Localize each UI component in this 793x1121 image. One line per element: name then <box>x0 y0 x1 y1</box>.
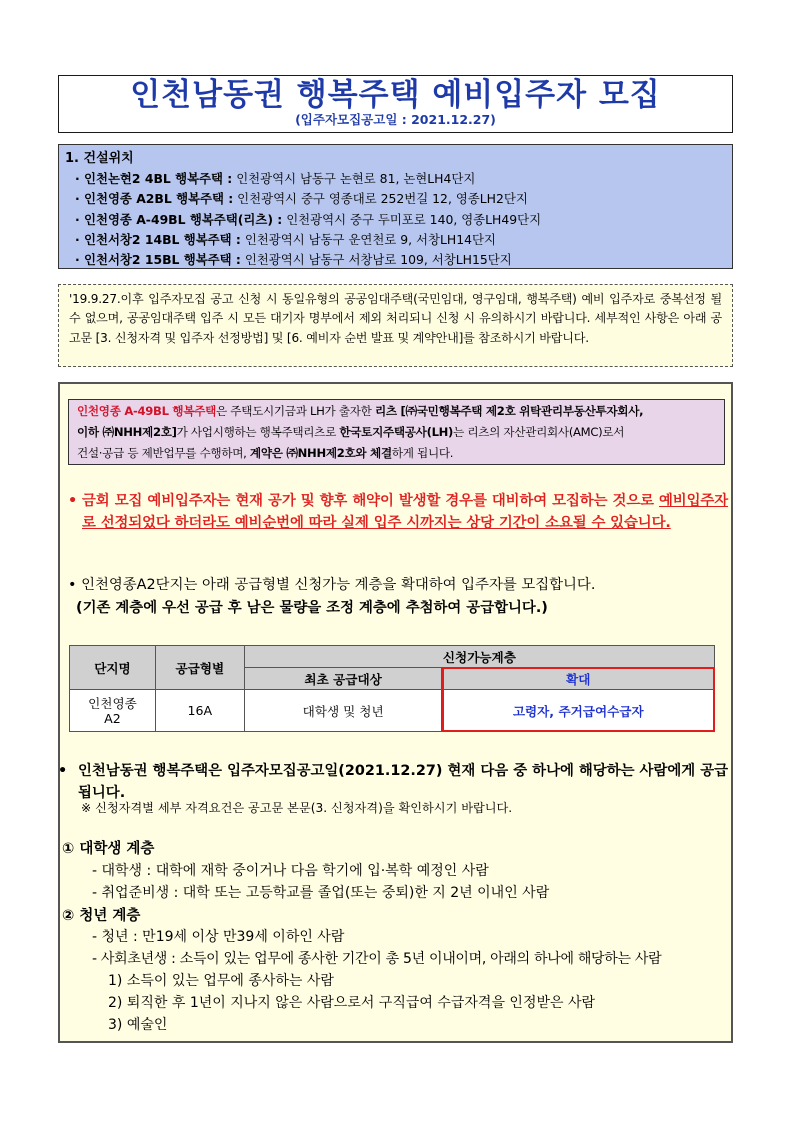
waiting-notice-text: 금회 모집 예비입주자는 현재 공가 및 향후 해약이 발생할 경우를 대비하여 모집하는 것으로 <box>82 493 659 509</box>
reits-line-2 <box>77 422 716 443</box>
location-name: · 인천서창2 15BL 행복주택 : <box>75 252 241 268</box>
header-type: 공급형별 <box>155 646 244 690</box>
eligibility-note: ※ 신청자격별 세부 자격요건은 공고문 본문(3. 신청자격)을 확인하시기 바랍니다. <box>81 801 513 815</box>
reits-text: 는 리츠의 자산관리회사(AMC)로서 <box>453 425 625 439</box>
reits-text: 은 주택도시기금과 LH가 출자한 <box>216 404 375 418</box>
expand-subnote: (기존 계층에 우선 공급 후 남은 물량을 조정 계층에 추첨하여 공급합니다.) <box>76 600 548 616</box>
reits-info-box <box>68 399 725 465</box>
location-heading: 1. 건설위치 <box>65 151 134 166</box>
reits-text: 가 사업시행하는 행복주택리츠로 <box>176 425 340 439</box>
header-eligible: 신청가능계층 <box>244 646 714 668</box>
header-complex: 단지명 <box>70 646 156 690</box>
header-initial: 최초 공급대상 <box>244 668 442 690</box>
student-item: - 대학생 : 대학에 재학 중이거나 다음 학기에 입·복학 예정인 사람 <box>92 863 489 879</box>
reits-company: 리츠 [㈜국민행복주택 제2호 위탁관리부동산투자회사, <box>374 404 644 418</box>
location-address: 인천광역시 남동구 논현로 81, 논현LH4단지 <box>232 171 476 187</box>
reits-lh: 한국토지주택공사(LH) <box>339 425 454 439</box>
cell-initial: 대학생 및 청년 <box>244 690 442 732</box>
location-box <box>58 144 733 269</box>
cell-complex: 인천영종 A2 <box>70 690 156 732</box>
location-address: 인천광역시 중구 영종대로 252번길 12, 영종LH2단지 <box>233 191 528 207</box>
location-item <box>65 189 724 209</box>
location-item <box>65 210 724 230</box>
youth-item: - 청년 : 만19세 이상 만39세 이하인 사람 <box>92 929 345 945</box>
waiting-notice <box>68 490 728 534</box>
location-address: 인천광역시 중구 두미포로 140, 영종LH49단지 <box>282 211 542 227</box>
cell-type: 16A <box>155 690 244 732</box>
youth-subitem: 2) 퇴직한 후 1년이 지나지 않은 사람으로서 구직급여 수급자격을 인정받은 사람 <box>108 995 596 1011</box>
title-box <box>58 75 733 133</box>
reits-line-1 <box>77 401 716 422</box>
location-item <box>65 169 724 189</box>
location-address: 인천광역시 남동구 서창남로 109, 서창LH15단지 <box>240 252 512 268</box>
expanded-highlight <box>442 667 715 732</box>
page-subtitle: (입주자모집공고일 : 2021.12.27) <box>295 112 496 127</box>
youth-item: - 사회초년생 : 소득이 있는 업무에 종사한 기간이 총 5년 이내이며, 아래의 하나에 해당하는 사람 <box>92 951 662 967</box>
student-heading: ① 대학생 계층 <box>62 841 155 857</box>
student-item: - 취업준비생 : 대학 또는 고등학교를 졸업(또는 중퇴)한 지 2년 이내인 사람 <box>92 885 550 901</box>
reits-abbrev: 이하 ㈜NHH제2호] <box>77 425 177 439</box>
location-name: · 인천서창2 14BL 행복주택 : <box>75 231 241 247</box>
youth-heading: ② 청년 계층 <box>62 908 141 924</box>
reits-text: 하게 됩니다. <box>391 446 454 460</box>
youth-subitem: 3) 예술인 <box>108 1017 168 1033</box>
location-name: · 인천영종 A-49BL 행복주택(리츠) : <box>75 211 283 227</box>
location-item <box>65 250 724 270</box>
bullet: • <box>68 493 78 509</box>
location-address: 인천광역시 남동구 운연천로 9, 서창LH14단지 <box>240 231 496 247</box>
waiting-notice-underlined: 예비입주자로 선정되었다 하더라도 예비순번에 따라 실제 입주 시까지는 상당 기간이 소요될 수 있습니다. <box>82 493 728 531</box>
page-title: 인천남동권 행복주택 예비입주자 모집 <box>130 77 661 113</box>
header-expanded: 확대 <box>442 668 715 690</box>
reits-text: 건설·공급 등 제반업무를 수행하며, <box>77 446 250 460</box>
location-name: · 인천논현2 4BL 행복주택 : <box>75 171 233 187</box>
notice-box: '19.9.27.이후 입주자모집 공고 신청 시 동일유형의 공공임대주택(국민임대, 영구임대, 행복주택) 예비 입주자로 중복선정 될 수 없으며, 공공임대주택 입주 시 모든 대기자 명부에서 제외 처리되니 신청 시 유의하시기 바랍니다. 세부적인 사항은 아래 공고문 [3. 신청자격 및 입주자 선정방법] 및 [6. 예비자 순번 발표 및 계약안내]를 참조하시기 바랍니다. <box>58 284 733 367</box>
cell-expanded: 고령자, 주거급여수급자 <box>442 690 715 732</box>
reits-contract: 계약은 ㈜NHH제2호와 체결 <box>249 446 392 460</box>
location-name: · 인천영종 A2BL 행복주택 : <box>75 191 234 207</box>
bullet: • <box>58 763 68 779</box>
reits-line-3 <box>77 443 716 464</box>
eligibility-statement <box>58 760 728 804</box>
eligibility-text: 인천남동권 행복주택은 입주자모집공고일(2021.12.27) 현재 다음 중 하나에 해당하는 사람에게 공급됩니다. <box>78 763 728 801</box>
reits-complex-name: 인천영종 A-49BL 행복주택 <box>77 404 217 418</box>
youth-subitem: 1) 소득이 있는 업무에 종사하는 사람 <box>108 973 334 989</box>
expand-notice: • 인천영종A2단지는 아래 공급형별 신청가능 계층을 확대하여 입주자를 모집합니다. <box>68 577 596 593</box>
location-item <box>65 230 724 250</box>
